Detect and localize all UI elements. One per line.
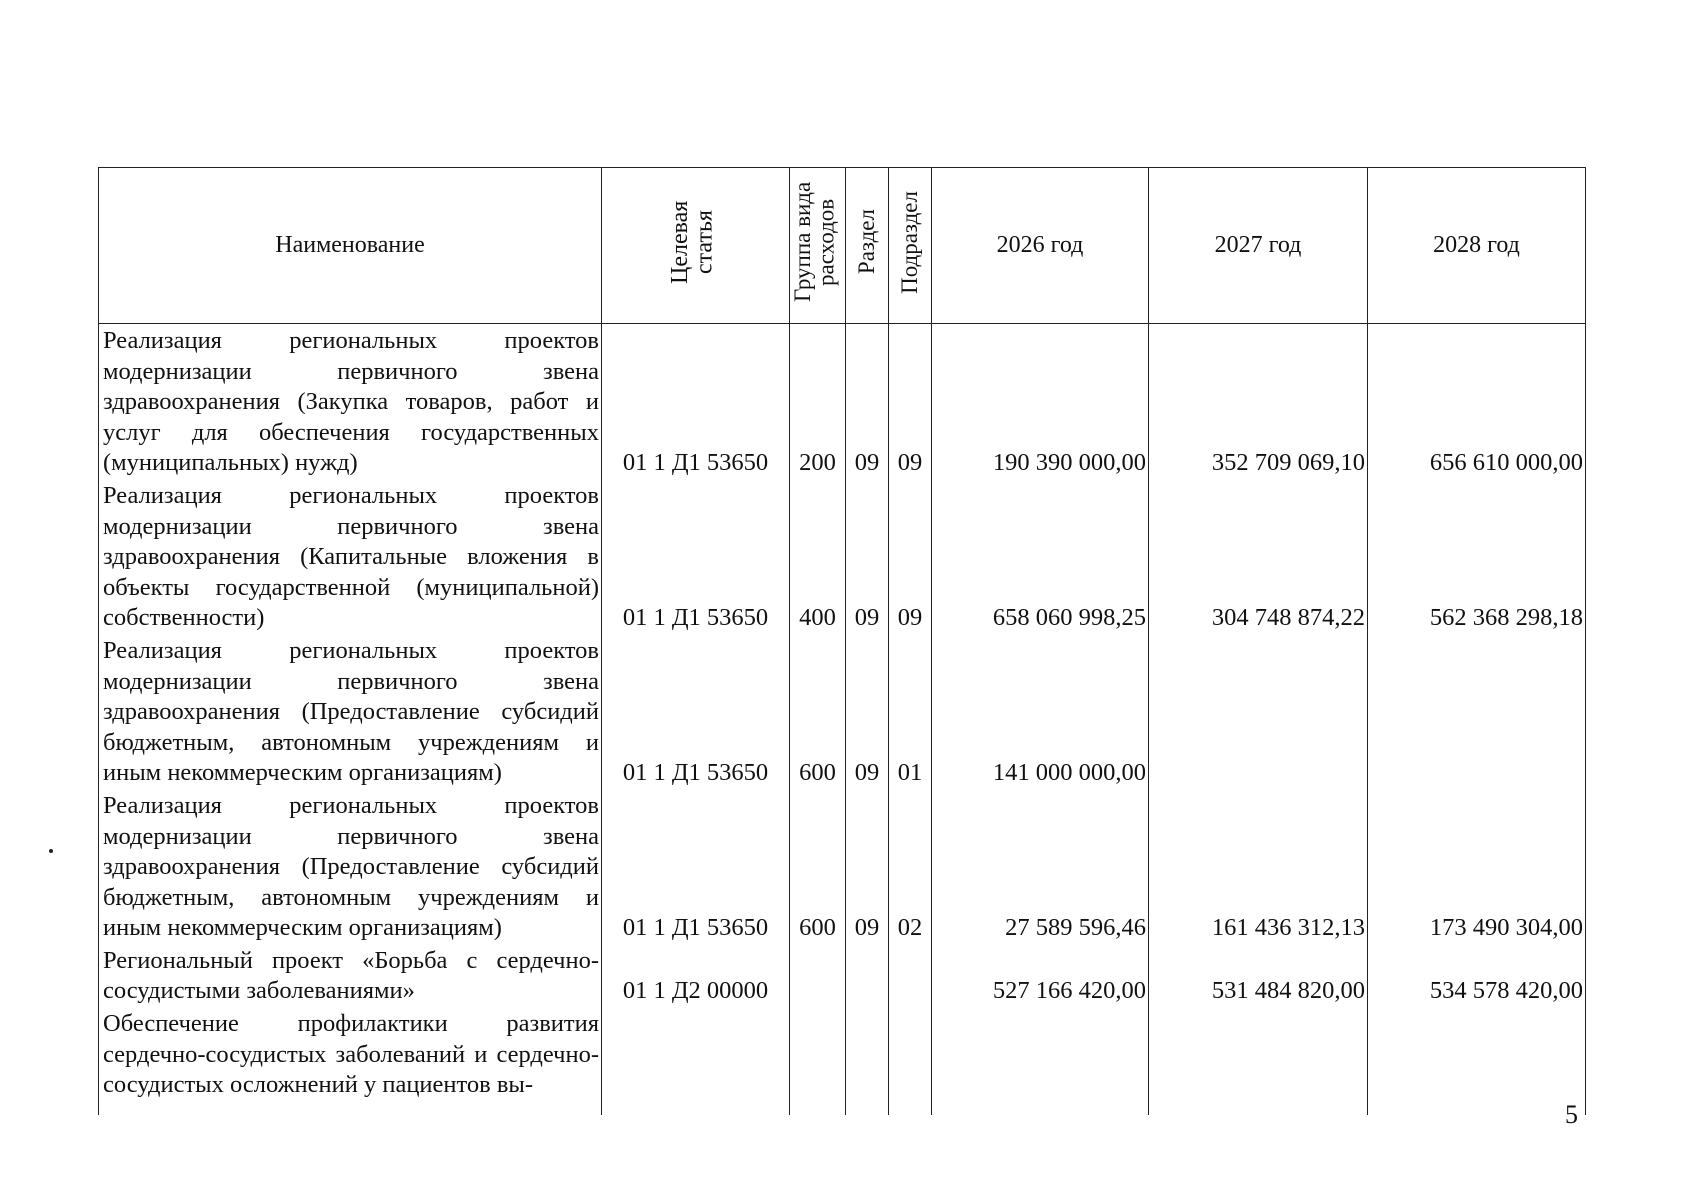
row-amount-2026: 527 166 420,00: [932, 944, 1149, 1007]
row-amount-2027: 304 748 874,22: [1149, 479, 1368, 634]
row-amount-2028: 173 490 304,00: [1368, 789, 1586, 944]
table-header: [99, 168, 1586, 324]
row-name: Региональный проект «Борьба с сердечно-сосудистыми заболеваниями»: [99, 944, 602, 1007]
row-amount-2026: [932, 1007, 1149, 1115]
row-amount-2027: 352 709 069,10: [1149, 324, 1368, 479]
row-expense-group: 600: [790, 634, 846, 789]
row-amount-2028: [1368, 1007, 1586, 1115]
row-amount-2028: 562 368 298,18: [1368, 479, 1586, 634]
header-year-2027: 2027 год: [1149, 168, 1368, 324]
row-amount-2026: 27 589 596,46: [932, 789, 1149, 944]
row-name: Реализация региональных проектов модернизации первичного звена здравоохранения (Закупка товаров, работ и услуг для обеспечения государственных (муниципальных) нужд): [99, 324, 602, 479]
row-target-article: 01 1 Д1 53650: [602, 479, 790, 634]
header-name: Наименование: [99, 168, 602, 324]
row-section: 09: [846, 324, 889, 479]
row-subsection: [889, 944, 932, 1007]
row-expense-group: 200: [790, 324, 846, 479]
row-amount-2027: [1149, 634, 1368, 789]
header-subsection: Подраздел: [889, 168, 932, 324]
row-amount-2027: 531 484 820,00: [1149, 944, 1368, 1007]
header-target-article: Целевая статья: [602, 168, 790, 324]
row-amount-2026: 141 000 000,00: [932, 634, 1149, 789]
table-row: [99, 324, 1586, 479]
table-row: [99, 634, 1586, 789]
page-number: 5: [1565, 1100, 1578, 1129]
row-section: 09: [846, 634, 889, 789]
row-subsection: 02: [889, 789, 932, 944]
row-section: 09: [846, 479, 889, 634]
row-amount-2026: 190 390 000,00: [932, 324, 1149, 479]
row-target-article: [602, 1007, 790, 1115]
header-section: Раздел: [846, 168, 889, 324]
row-section: 09: [846, 789, 889, 944]
header-expense-group: Группа вида расходов: [790, 168, 846, 324]
row-target-article: 01 1 Д1 53650: [602, 789, 790, 944]
row-amount-2026: 658 060 998,25: [932, 479, 1149, 634]
scan-speck: [49, 849, 53, 853]
row-name: Реализация региональных проектов модернизации первичного звена здравоохранения (Предоставление субсидий бюджетным, автономным учреждениям и иным некоммерческим организациям): [99, 789, 602, 944]
row-amount-2028: 534 578 420,00: [1368, 944, 1586, 1007]
header-year-2026: 2026 год: [932, 168, 1149, 324]
row-name: Обеспечение профилактики развития сердечно-сосудистых заболеваний и сердечно-сосудистых осложнений у пациентов вы-: [99, 1007, 602, 1115]
row-expense-group: 400: [790, 479, 846, 634]
row-expense-group: [790, 1007, 846, 1115]
row-amount-2027: [1149, 1007, 1368, 1115]
row-target-article: 01 1 Д2 00000: [602, 944, 790, 1007]
header-year-2028: 2028 год: [1368, 168, 1586, 324]
row-amount-2027: 161 436 312,13: [1149, 789, 1368, 944]
row-subsection: 01: [889, 634, 932, 789]
row-target-article: 01 1 Д1 53650: [602, 324, 790, 479]
row-amount-2028: [1368, 634, 1586, 789]
row-target-article: 01 1 Д1 53650: [602, 634, 790, 789]
row-subsection: 09: [889, 479, 932, 634]
row-section: [846, 944, 889, 1007]
row-amount-2028: 656 610 000,00: [1368, 324, 1586, 479]
table-row: [99, 479, 1586, 634]
table-row: [99, 944, 1586, 1007]
row-section: [846, 1007, 889, 1115]
row-subsection: [889, 1007, 932, 1115]
row-expense-group: 600: [790, 789, 846, 944]
row-expense-group: [790, 944, 846, 1007]
table-row: [99, 789, 1586, 944]
row-subsection: 09: [889, 324, 932, 479]
budget-table-container: [98, 167, 1586, 1115]
table-row: [99, 1007, 1586, 1115]
row-name: Реализация региональных проектов модернизации первичного звена здравоохранения (Предоставление субсидий бюджетным, автономным учреждениям и иным некоммерческим организациям): [99, 634, 602, 789]
budget-table: [98, 167, 1586, 1115]
row-name: Реализация региональных проектов модернизации первичного звена здравоохранения (Капитальные вложения в объекты государственной (муниципальной) собственности): [99, 479, 602, 634]
